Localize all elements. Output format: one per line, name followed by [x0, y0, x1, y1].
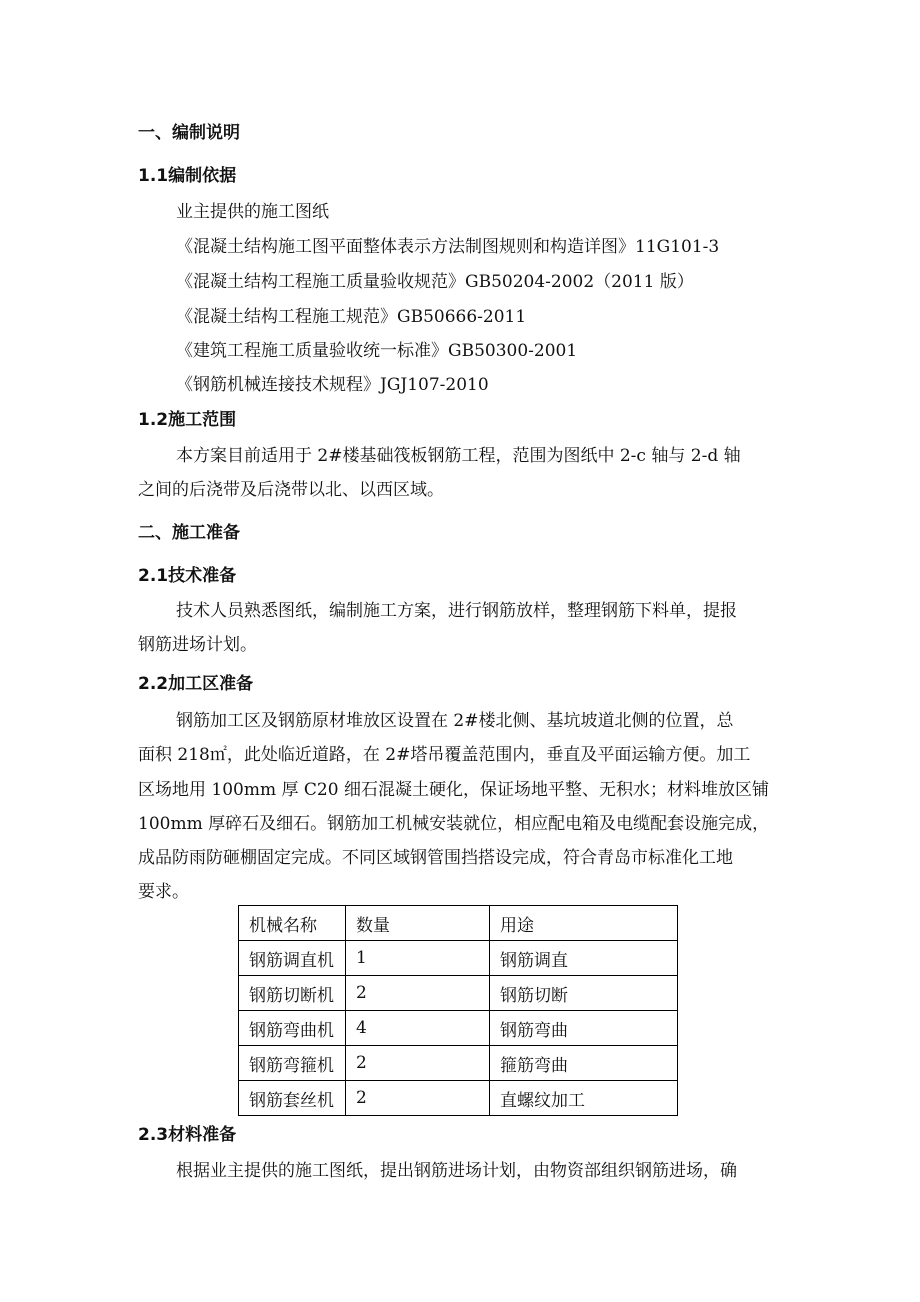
basis-item: 《钢筋机械连接技术规程》JGJ107-2010 [176, 375, 489, 395]
table-row [239, 1046, 678, 1081]
table-header-cell: 用途 [490, 906, 678, 941]
basis-item: 业主提供的施工图纸 [176, 202, 329, 222]
section-heading-2: 二、施工准备 [138, 523, 240, 543]
subsection-heading-1-1: 1.1编制依据 [138, 166, 237, 186]
table-cell: 2 [346, 976, 490, 1011]
basis-item: 《混凝土结构施工图平面整体表示方法制图规则和构造详图》11G101-3 [176, 237, 720, 257]
basis-item: 《建筑工程施工质量验收统一标准》GB50300-2001 [176, 341, 578, 361]
tech-paragraph-line: 技术人员熟悉图纸，编制施工方案，进行钢筋放样，整理钢筋下料单，提报 [176, 601, 737, 621]
area-paragraph-line: 区场地用 100mm 厚 C20 细石混凝土硬化，保证场地平整、无积水；材料堆放区铺 [138, 780, 769, 800]
table-cell: 直螺纹加工 [490, 1081, 678, 1116]
basis-item: 《混凝土结构工程施工质量验收规范》GB50204-2002（2011 版） [176, 272, 694, 292]
section-heading-1: 一、编制说明 [138, 123, 240, 143]
table-cell: 钢筋弯曲机 [239, 1011, 346, 1046]
table-row [239, 1081, 678, 1116]
machinery-table [238, 905, 678, 1116]
table-cell: 钢筋切断 [490, 976, 678, 1011]
table-cell: 钢筋弯曲 [490, 1011, 678, 1046]
area-paragraph-line: 面积 218㎡，此处临近道路，在 2#塔吊覆盖范围内，垂直及平面运输方便。加工 [138, 745, 751, 765]
table-row [239, 941, 678, 976]
subsection-heading-2-3: 2.3材料准备 [138, 1125, 237, 1145]
area-paragraph-line: 要求。 [138, 882, 189, 902]
table-cell: 箍筋弯曲 [490, 1046, 678, 1081]
subsection-heading-1-2: 1.2施工范围 [138, 410, 237, 430]
basis-item: 《混凝土结构工程施工规范》GB50666-2011 [176, 307, 527, 327]
tech-paragraph-line: 钢筋进场计划。 [138, 635, 257, 655]
subsection-heading-2-1: 2.1技术准备 [138, 566, 237, 586]
scope-paragraph-line: 本方案目前适用于 2#楼基础筏板钢筋工程，范围为图纸中 2-c 轴与 2-d 轴 [176, 446, 741, 466]
table-row [239, 1011, 678, 1046]
table-header-cell: 数量 [346, 906, 490, 941]
table-cell: 钢筋套丝机 [239, 1081, 346, 1116]
material-paragraph-line: 根据业主提供的施工图纸，提出钢筋进场计划，由物资部组织钢筋进场，确 [176, 1161, 737, 1181]
table-cell: 钢筋弯箍机 [239, 1046, 346, 1081]
table-cell: 1 [346, 941, 490, 976]
table-cell: 钢筋调直 [490, 941, 678, 976]
table-cell: 2 [346, 1046, 490, 1081]
table-row [239, 976, 678, 1011]
table-cell: 2 [346, 1081, 490, 1116]
subsection-heading-2-2: 2.2加工区准备 [138, 674, 254, 694]
scope-paragraph-line: 之间的后浇带及后浇带以北、以西区域。 [138, 480, 444, 500]
table-cell: 钢筋切断机 [239, 976, 346, 1011]
area-paragraph-line: 成品防雨防砸棚固定完成。不同区域钢管围挡搭设完成，符合青岛市标准化工地 [138, 848, 733, 868]
table-header-cell: 机械名称 [239, 906, 346, 941]
table-cell: 4 [346, 1011, 490, 1046]
area-paragraph-line: 100mm 厚碎石及细石。钢筋加工机械安装就位，相应配电箱及电缆配套设施完成， [138, 814, 770, 834]
table-cell: 钢筋调直机 [239, 941, 346, 976]
area-paragraph-line: 钢筋加工区及钢筋原材堆放区设置在 2#楼北侧、基坑坡道北侧的位置，总 [176, 711, 734, 731]
table-header-row [239, 906, 678, 941]
